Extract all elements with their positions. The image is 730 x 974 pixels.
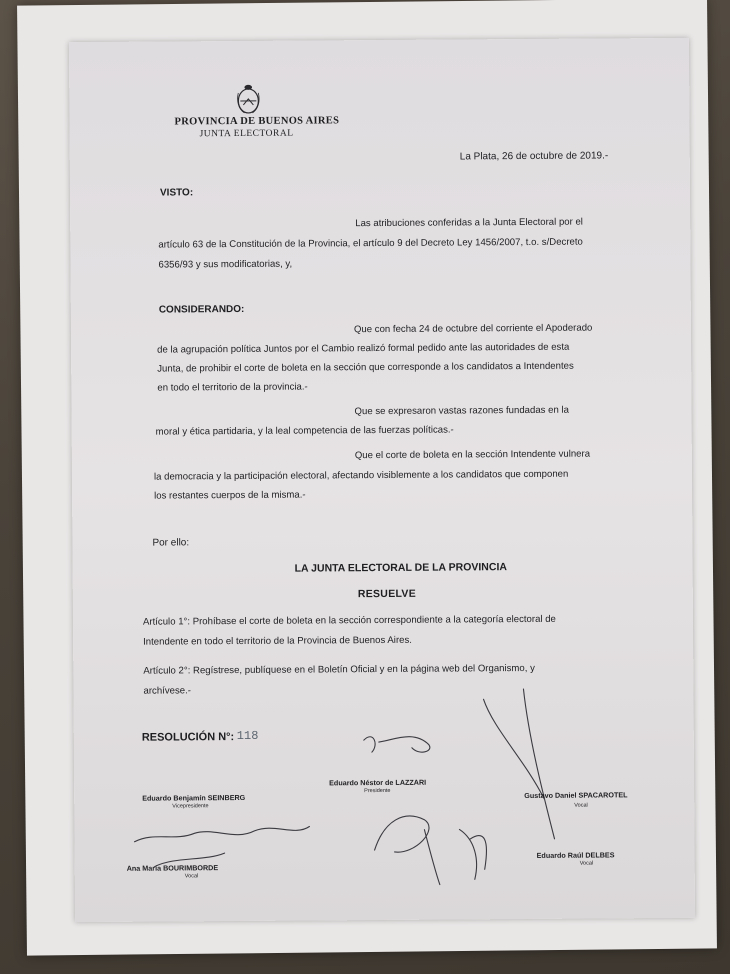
- considerando-line: en todo el territorio de la provincia.-: [157, 381, 308, 394]
- considerando-line: moral y ética partidaria, y la leal competencia de las fuerzas políticas.-: [155, 424, 454, 438]
- visto-line: Las atribuciones conferidas a la Junta Electoral por el: [355, 216, 583, 230]
- visto-line: 6356/93 y sus modificatorias, y,: [158, 258, 293, 271]
- considerando-line: Que se expresaron vastas razones fundadas en la: [354, 404, 569, 418]
- org-subname: JUNTA ELECTORAL: [199, 128, 294, 140]
- signatory-name: Ana María BOURIMBORDE: [126, 863, 219, 873]
- visto-line: artículo 63 de la Constitución de la Provincia, el artículo 9 del Decreto Ley 1456/2007, t.o. s/Decreto: [158, 236, 583, 251]
- considerando-line: Que el corte de boleta en la sección Intendente vulnera: [354, 448, 591, 462]
- signatory-role: Vocal: [579, 860, 594, 867]
- signature-stroke: [134, 827, 309, 842]
- considerando-line: de la agrupación política Juntos por el Cambio realizó formal pedido ante las autoridades de esta: [157, 341, 570, 356]
- signatory-name: Eduardo Raúl DELBES: [536, 850, 615, 860]
- articulo-1-line: Intendente en todo el territorio de la Provincia de Buenos Aires.: [143, 634, 412, 648]
- signatory-role: Presidente: [364, 787, 391, 795]
- signatory-role: Vocal: [574, 802, 588, 809]
- articulo-1-line: Artículo 1°: Prohíbase el corte de boleta en la sección correspondiente a la categoría electoral de: [142, 613, 556, 628]
- junta-title: LA JUNTA ELECTORAL DE LA PROVINCIA: [294, 561, 507, 575]
- considerando-line: Junta, de prohibir el corte de boleta en la sección que corresponde a los candidatos a Intendentes: [157, 360, 574, 375]
- signature-stroke: [374, 816, 439, 885]
- visto-heading: VISTO:: [159, 187, 194, 199]
- resolution-number: 118: [236, 728, 259, 744]
- considerando-line: la democracia y la participación electoral, afectando visiblemente a los candidatos que componen: [153, 468, 569, 483]
- por-ello: Por ello:: [152, 537, 190, 549]
- signatory-name: Gustavo Daniel SPACAROTEL: [524, 790, 628, 801]
- signature-stroke: [364, 736, 430, 752]
- signatory-name: Eduardo Benjamín SEINBERG: [142, 792, 246, 803]
- resolution-label: RESOLUCIÓN N°:: [141, 731, 235, 744]
- considerando-line: los restantes cuerpos de la misma.-: [154, 489, 306, 502]
- signatory-name: Eduardo Néstor de LAZZARI: [329, 777, 427, 788]
- signature-stroke: [459, 829, 486, 879]
- considerando-heading: CONSIDERANDO:: [158, 303, 245, 316]
- document-date: La Plata, 26 de octubre de 2019.-: [459, 150, 609, 163]
- signature-stroke: [484, 699, 545, 799]
- articulo-2-line: Artículo 2°: Regístrese, publíquese en el Boletín Oficial y en la página web del Organismo, y: [143, 662, 535, 677]
- signature-stroke: [523, 689, 554, 839]
- org-name: PROVINCIA DE BUENOS AIRES: [174, 115, 340, 128]
- resolution-document: [69, 38, 695, 922]
- signatory-role: Vicepresidente: [172, 803, 209, 810]
- resuelve-heading: RESUELVE: [357, 587, 417, 601]
- signatory-role: Vocal: [184, 873, 199, 880]
- articulo-2-line: archívese.-: [143, 685, 191, 697]
- considerando-line: Que con fecha 24 de octubre del corriente el Apoderado: [353, 322, 593, 336]
